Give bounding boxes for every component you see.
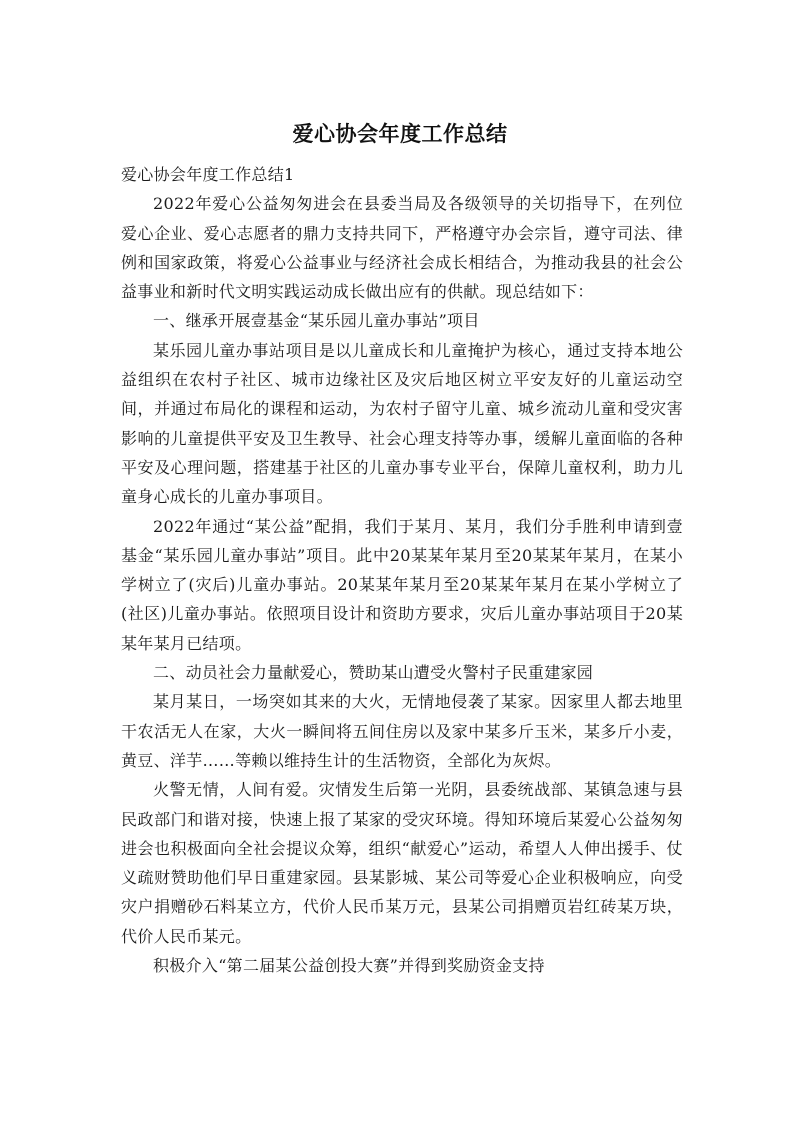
section-heading: 二、动员社会力量献爱心，赞助某山遭受火警村子民重建家园	[153, 663, 594, 683]
paragraph: 某乐园儿童办事站项目是以儿童成长和儿童掩护为核心，通过支持本地公益组织在农村子社区、城市边缘社区及灾后地区树立平安友好的儿童运动空间，并通过布局化的课程和运动，为农村子留守儿童、城乡流动儿童和受灾害影响的儿童提供平安及卫生教导、社会心理支持等办事，缓解儿童面临的各种平安及心理问题，搭建基于社区的儿童办事专业平台，保障儿童权利，助力儿童身心成长的儿童办事项目。	[121, 340, 683, 507]
section-heading: 一、继承开展壹基金“某乐园儿童办事站”项目	[153, 311, 480, 331]
document-subtitle: 爱心协会年度工作总结1	[121, 165, 295, 184]
paragraph: 火警无情，人间有爱。灾情发生后第一光阴，县委统战部、某镇急速与县民政部门和谐对接，快速上报了某家的受灾环境。得知环境后某爱心公益匆匆进会也积极面向全社会提议众筹，组织“献爱心”运动，希望人人伸出援手、仗义疏财赞助他们早日重建家园。县某影城、某公司等爱心企业积极响应，向受灾户捐赠砂石料某立方，代价人民币某万元，县某公司捐赠页岩红砖某万块，代价人民币某元。	[121, 780, 683, 946]
document-title: 爱心协会年度工作总结	[292, 122, 508, 146]
paragraph: 2022年通过“某公益”配捐，我们于某月、某月，我们分手胜利申请到壹基金“某乐园儿童办事站”项目。此中20某某年某月至20某某年某月，在某小学树立了(灾后)儿童办事站。20某某年某月至20某某年某月在某小学树立了(社区)儿童办事站。依照项目设计和资助方要求，灾后儿童办事站项目于20某某年某月已结项。	[121, 516, 683, 653]
paragraph: 2022年爱心公益匆匆进会在县委当局及各级领导的关切指导下，在列位爱心企业、爱心志愿者的鼎力支持共同下，严格遵守办会宗旨，遵守司法、律例和国家政策，将爱心公益事业与经济社会成长相结合，为推动我县的社会公益事业和新时代文明实践运动成长做出应有的供献。现总结如下：	[121, 194, 683, 302]
paragraph: 某月某日，一场突如其来的大火，无情地侵袭了某家。因家里人都去地里干农活无人在家，大火一瞬间将五间住房以及家中某多斤玉米，某多斤小麦，黄豆、洋芋……等赖以维持生计的生活物资，全部化为灰烬。	[121, 692, 683, 770]
section-heading: 积极介入“第二届某公益创投大赛”并得到奖励资金支持	[153, 956, 545, 976]
document-body	[121, 160, 683, 980]
